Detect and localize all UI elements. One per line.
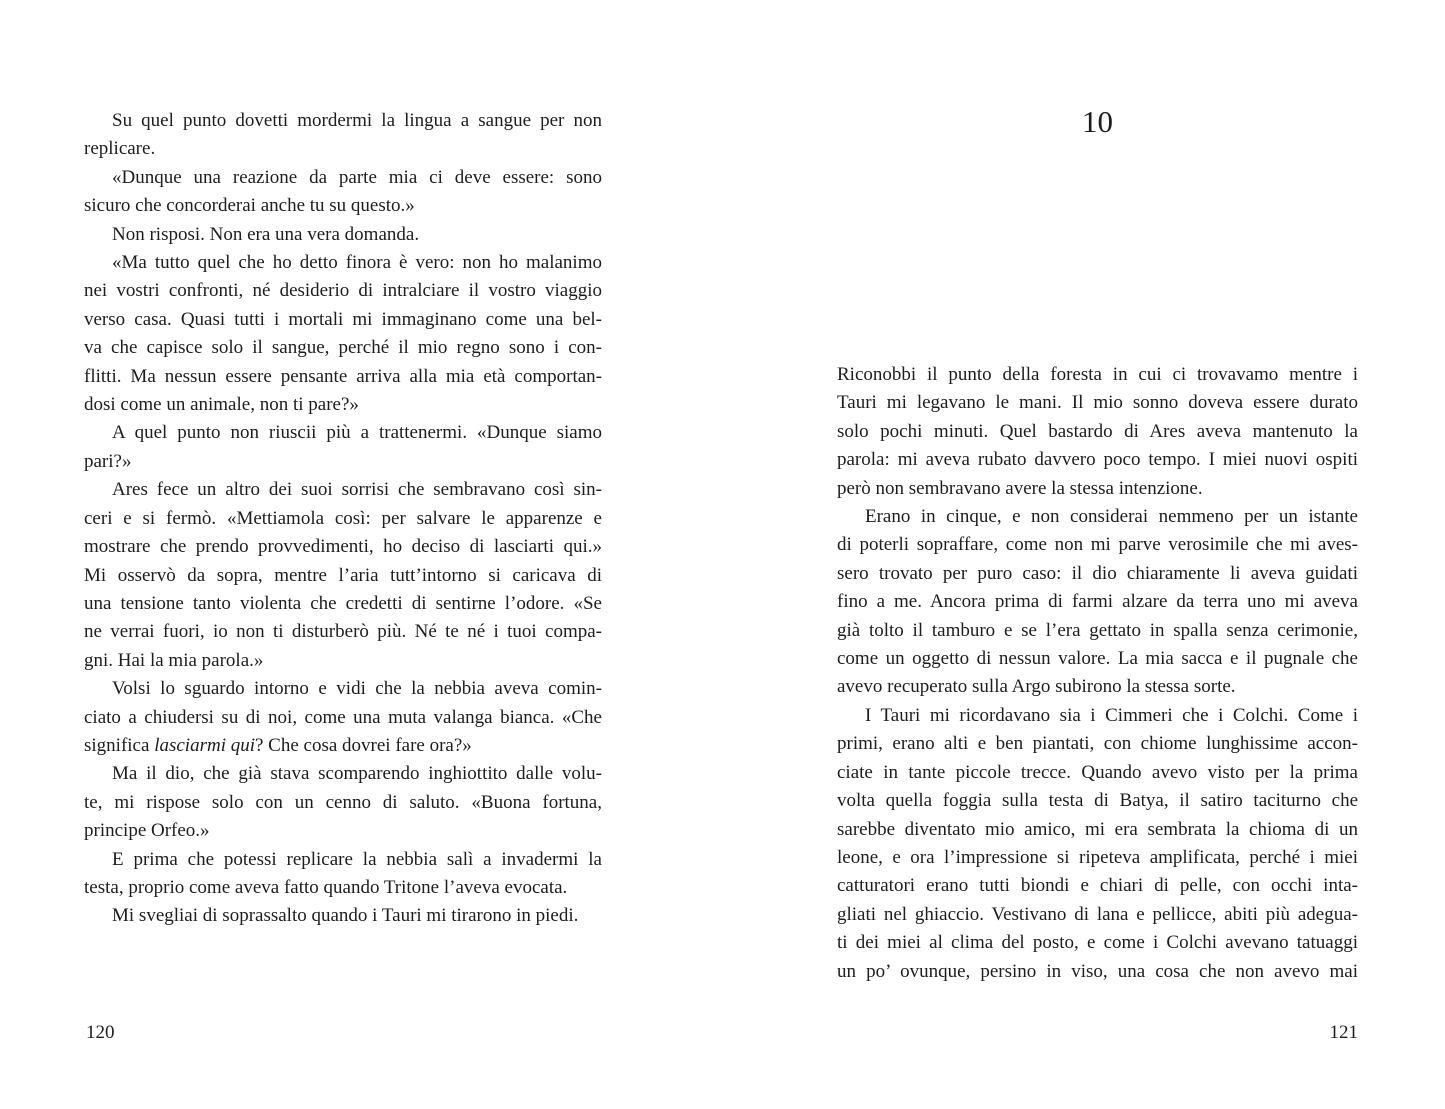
text-line [837, 844, 1358, 872]
italic-text: lasciarmi qui [154, 734, 255, 756]
paragraph [84, 419, 602, 476]
text-line [84, 391, 602, 419]
text-segment: E prima che potessi replicare la nebbia salì a invadermi la [112, 848, 602, 870]
text-line [837, 702, 1358, 730]
text-segment: flitti. Ma nessun essere pensante arriva alla mia età comportan- [84, 365, 602, 387]
text-line [837, 787, 1358, 815]
text-segment: Erano in cinque, e non considerai nemmeno per un istante [865, 506, 1358, 528]
text-line [837, 361, 1358, 389]
text-segment: parola: mi aveva rubato davvero poco tempo. I miei nuovi ospiti [837, 449, 1358, 471]
text-segment: di poterli sopraffare, come non mi parve verosimile che mi aves- [837, 534, 1358, 556]
right-page-number: 121 [1329, 1022, 1358, 1043]
paragraph [84, 107, 602, 164]
text-segment: sero trovato per puro caso: il dio chiaramente li aveva guidati [837, 562, 1358, 584]
text-segment: ti dei miei al clima del posto, e come i Colchi avevano tatuaggi [837, 932, 1358, 954]
right-page [722, 0, 1445, 1109]
text-segment: Volsi lo sguardo intorno e vidi che la nebbia aveva comin- [112, 678, 602, 700]
text-line [84, 192, 602, 220]
text-segment: replicare. [84, 138, 156, 160]
text-line [84, 334, 602, 362]
text-line [84, 306, 602, 334]
left-page-text [84, 107, 602, 931]
text-line [84, 277, 602, 305]
text-line [837, 418, 1358, 446]
text-line [837, 588, 1358, 616]
text-segment: Ma il dio, che già stava scomparendo inghiottito dalle volu- [112, 763, 602, 785]
text-segment: «Ma tutto quel che ho detto finora è vero: non ho malanimo [112, 252, 602, 274]
text-line [837, 389, 1358, 417]
text-line [837, 475, 1358, 503]
text-segment: già tolto il tamburo e se l’era gettato in spalla senza cerimonie, [837, 619, 1358, 641]
text-segment: pari?» [84, 450, 132, 472]
text-line [84, 874, 602, 902]
text-segment: A quel punto non riuscii più a trattenermi. «Dunque siamo [112, 422, 602, 444]
text-segment: dosi come un animale, non ti pare?» [84, 394, 359, 416]
left-page [0, 0, 722, 1109]
text-line [837, 730, 1358, 758]
paragraph [837, 503, 1358, 702]
text-segment: volta quella foggia sulla testa di Batya, il satiro taciturno che [837, 790, 1358, 812]
text-segment: una tensione tanto violenta che credetti di sentirne l’odore. «Se [84, 592, 602, 614]
text-line [837, 673, 1358, 701]
text-line [84, 249, 602, 277]
text-line [84, 732, 602, 760]
text-line [84, 902, 602, 930]
text-segment: «Dunque una reazione da parte mia ci deve essere: sono [112, 166, 602, 188]
text-segment: ? Che cosa dovrei fare ora?» [255, 734, 472, 756]
text-segment: gliati nel ghiaccio. Vestivano di lana e pellicce, abiti più adegua- [837, 903, 1358, 925]
text-segment: primi, erano alti e ben piantati, con chiome lunghissime accon- [837, 733, 1358, 755]
text-line [837, 645, 1358, 673]
text-line [84, 476, 602, 504]
text-segment: un po’ ovunque, persino in viso, una cosa che non avevo mai [837, 960, 1358, 982]
text-line [84, 704, 602, 732]
text-line [84, 675, 602, 703]
text-line [837, 531, 1358, 559]
text-segment: sicuro che concorderai anche tu su questo.» [84, 195, 415, 217]
text-line [84, 647, 602, 675]
paragraph [84, 476, 602, 675]
text-line [837, 503, 1358, 531]
chapter-number: 10 [1082, 104, 1113, 139]
text-line [837, 446, 1358, 474]
right-page-text [837, 361, 1358, 986]
text-line [837, 617, 1358, 645]
paragraph [837, 361, 1358, 503]
text-segment: avevo recuperato sulla Argo subirono la stessa sorte. [837, 676, 1236, 698]
text-line [84, 363, 602, 391]
text-segment: ceri e si fermò. «Mettiamola così: per salvare le apparenze e [84, 507, 602, 529]
text-line [84, 164, 602, 192]
text-line [84, 562, 602, 590]
paragraph [84, 249, 602, 419]
text-segment: ciato a chiudersi su di noi, come una muta valanga bianca. «Che [84, 706, 602, 728]
text-segment: Mi osservò da sopra, mentre l’aria tutt’intorno si caricava di [84, 564, 602, 586]
text-segment: come un oggetto di nessun valore. La mia sacca e il pugnale che [837, 648, 1358, 670]
text-line [837, 816, 1358, 844]
paragraph [84, 902, 602, 930]
text-segment: testa, proprio come aveva fatto quando Tritone l’aveva evocata. [84, 876, 568, 898]
text-line [84, 533, 602, 561]
text-segment: ne verrai fuori, io non ti disturberò più. Né te né i tuoi compa- [84, 621, 602, 643]
text-segment: ciate in tante piccole trecce. Quando avevo visto per la prima [837, 761, 1358, 783]
left-page-number: 120 [86, 1022, 115, 1043]
text-segment: solo pochi minuti. Quel bastardo di Ares aveva mantenuto la [837, 420, 1358, 442]
paragraph [84, 846, 602, 903]
text-segment: Mi svegliai di soprassalto quando i Tauri mi tirarono in piedi. [112, 905, 579, 927]
text-segment: Non risposi. Non era una vera domanda. [112, 223, 420, 245]
text-segment: va che capisce solo il sangue, perché il mio regno sono i con- [84, 337, 602, 359]
text-line [837, 872, 1358, 900]
text-segment: Su quel punto dovetti mordermi la lingua a sangue per non [112, 110, 602, 131]
text-line [837, 929, 1358, 957]
paragraph [84, 675, 602, 760]
text-segment: Ares fece un altro dei suoi sorrisi che sembravano così sin- [112, 479, 602, 501]
text-line [84, 107, 602, 135]
text-line [84, 618, 602, 646]
text-line [84, 817, 602, 845]
text-segment: verso casa. Quasi tutti i mortali mi immaginano come una bel- [84, 308, 602, 330]
paragraph [837, 702, 1358, 986]
text-line [84, 590, 602, 618]
text-line [84, 846, 602, 874]
text-segment: fino a me. Ancora prima di farmi alzare da terra uno mi aveva [837, 591, 1358, 613]
text-line [837, 560, 1358, 588]
text-line [84, 448, 602, 476]
text-segment: però non sembravano avere la stessa intenzione. [837, 477, 1203, 499]
text-segment: leone, e ora l’impressione si ripeteva amplificata, perché i miei [837, 846, 1358, 868]
text-line [837, 901, 1358, 929]
text-line [84, 505, 602, 533]
text-segment: significa [84, 734, 155, 756]
text-line [84, 789, 602, 817]
text-line [84, 760, 602, 788]
paragraph [84, 221, 602, 249]
text-segment: gni. Hai la mia parola.» [84, 649, 264, 671]
text-line [84, 135, 602, 163]
text-segment: I Tauri mi ricordavano sia i Cimmeri che i Colchi. Come i [865, 704, 1358, 726]
text-segment: catturatori erano tutti biondi e chiari di pelle, con occhi inta- [837, 875, 1358, 897]
text-segment: Tauri mi legavano le mani. Il mio sonno doveva essere durato [837, 392, 1358, 414]
text-segment: Riconobbi il punto della foresta in cui ci trovavamo mentre i [837, 364, 1358, 385]
text-segment: nei vostri confronti, né desiderio di intralciare il vostro viaggio [84, 280, 602, 302]
text-line [837, 958, 1358, 986]
text-segment: principe Orfeo.» [84, 820, 210, 842]
text-segment: sarebbe diventato mio amico, mi era sembrata la chioma di un [837, 818, 1358, 840]
paragraph [84, 164, 602, 221]
text-segment: mostrare che prendo provvedimenti, ho deciso di lasciarti qui.» [84, 536, 602, 558]
text-segment: te, mi rispose solo con un cenno di saluto. «Buona fortuna, [84, 791, 602, 813]
paragraph [84, 760, 602, 845]
text-line [84, 221, 602, 249]
text-line [837, 759, 1358, 787]
text-line [84, 419, 602, 447]
